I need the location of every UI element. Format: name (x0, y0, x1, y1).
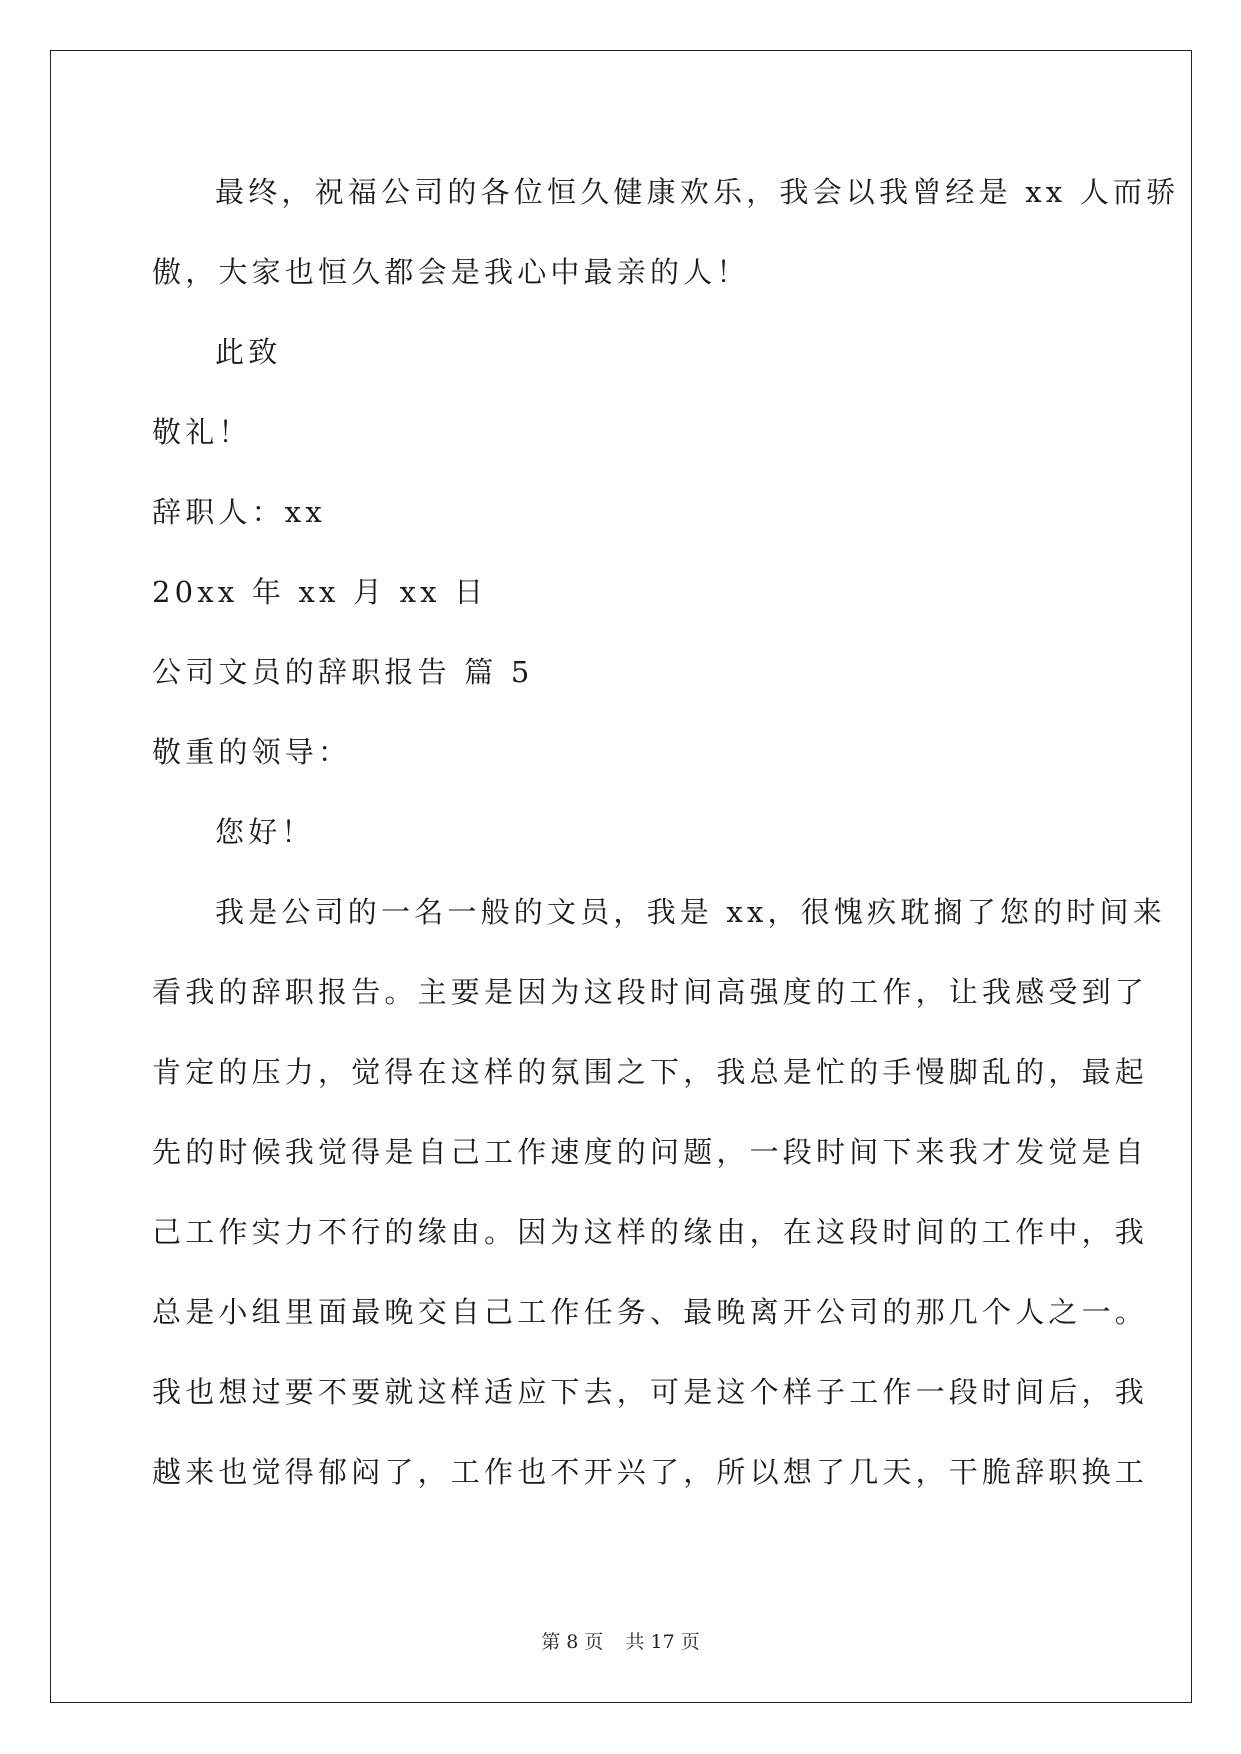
signature-line: 辞职人：xx (152, 495, 326, 529)
paragraph-line: 傲，大家也恒久都会是我心中最亲的人！ (152, 255, 750, 289)
date-line: 20xx 年 xx 月 xx 日 (152, 575, 488, 609)
paragraph-line: 越来也觉得郁闷了，工作也不开兴了，所以想了几天，干脆辞职换工 (152, 1455, 1149, 1489)
paragraph-line: 我也想过要不要就这样适应下去，可是这个样子工作一段时间后，我 (152, 1375, 1149, 1409)
paragraph-line: 肯定的压力，觉得在这样的氛围之下，我总是忙的手慢脚乱的，最起 (152, 1055, 1149, 1089)
paragraph-line: 最终，祝福公司的各位恒久健康欢乐，我会以我曾经是 xx 人而骄 (215, 175, 1180, 209)
paragraph-line: 己工作实力不行的缘由。因为这样的缘由，在这段时间的工作中，我 (152, 1215, 1149, 1249)
paragraph-line: 总是小组里面最晚交自己工作任务、最晚离开公司的那几个人之一。 (152, 1295, 1149, 1329)
greeting-line: 您好！ (215, 815, 315, 849)
page-total: 共 17 页 (625, 1631, 700, 1653)
paragraph-line: 先的时候我觉得是自己工作速度的问题，一段时间下来我才发觉是自 (152, 1135, 1149, 1169)
paragraph-line: 看我的辞职报告。主要是因为这段时间高强度的工作，让我感受到了 (152, 975, 1149, 1009)
page-number: 第 8 页 (541, 1631, 604, 1653)
paragraph-line: 我是公司的一名一般的文员，我是 xx，很愧疚耽搁了您的时间来 (215, 895, 1166, 929)
greeting-line: 敬重的领导： (152, 735, 352, 769)
salutation-line: 敬礼！ (152, 415, 252, 449)
page-footer (0, 1630, 1241, 1654)
closing-line: 此致 (215, 335, 282, 369)
section-title: 公司文员的辞职报告 篇 5 (152, 655, 534, 689)
